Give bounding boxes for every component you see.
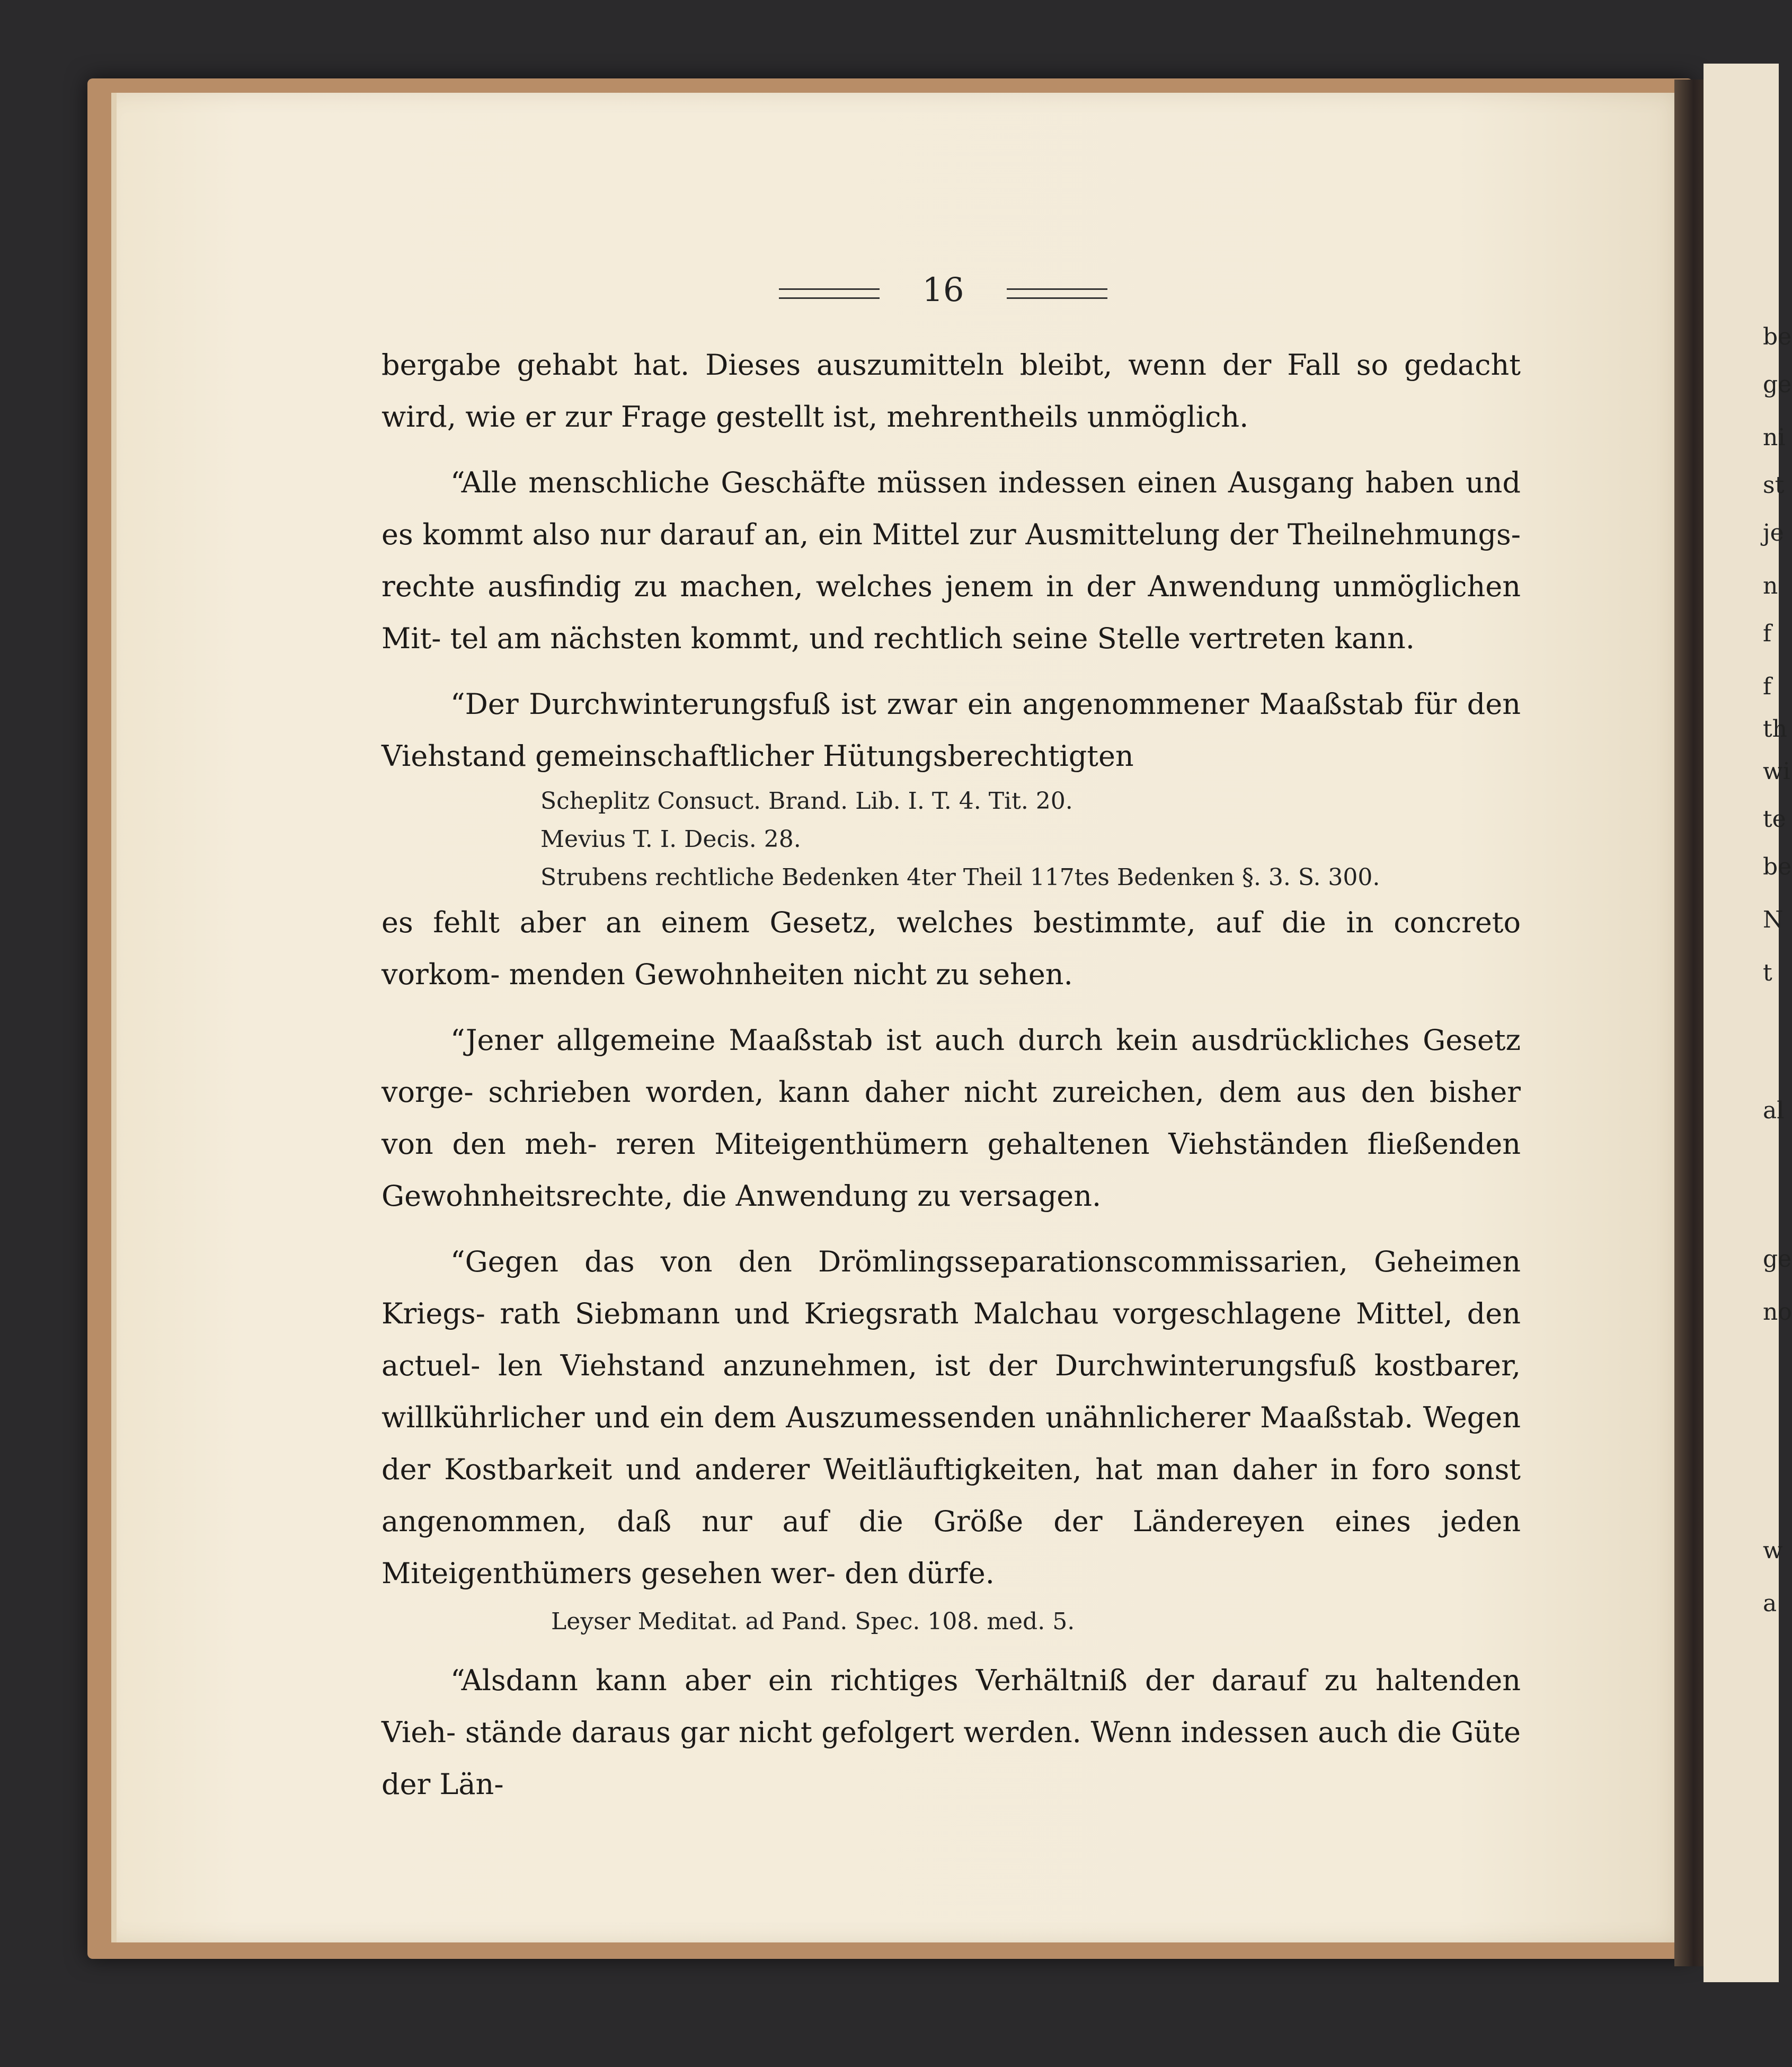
next-page-fragment: ge [1763, 1246, 1792, 1273]
next-page-edge [1704, 64, 1792, 1982]
paragraph-3-continued: es fehlt aber an einem Gesetz, welches bestimmte, auf die in concreto vorkom- menden Gewohnheiten nicht zu sehen. [382, 906, 1521, 991]
next-page-fragment: th [1763, 716, 1788, 743]
next-page-fragment: w [1763, 1537, 1783, 1564]
paragraph-3: “Der Durchwinterungsfuß ist zwar ein angenommener Maaßstab für den Viehstand gemeinschaftlicher Hütungsberechtigten [382, 687, 1521, 773]
next-page-fragment: f [1763, 673, 1772, 700]
header-rule-right [1007, 288, 1107, 299]
page-number: 16 [922, 270, 964, 309]
paragraph-4: “Jener allgemeine Maaßstab ist auch durch kein ausdrückliches Gesetz vorge- schrieben worden, kann daher nicht zureichen, dem aus den bisher von den meh- reren Miteigenthümern gehaltenen Viehständen fließenden Gewohnheitsrechte, die Anwendung zu versagen. [382, 1023, 1521, 1213]
next-page-fragment: je [1763, 519, 1784, 546]
next-page-fragment: no [1763, 1298, 1792, 1326]
next-page-fragment: be [1763, 323, 1792, 350]
next-page-fragment: N [1763, 906, 1784, 933]
page-header [779, 270, 1107, 313]
paragraph-6: “Alsdann kann aber ein richtiges Verhältniß der darauf zu haltenden Vieh- stände daraus gar nicht gefolgert werden. Wenn indessen auch die Güte der Län- [382, 1664, 1521, 1801]
paragraph-1: bergabe gehabt hat. Dieses auszumitteln bleibt, wenn der Fall so gedacht wird, wie er zur Frage gestellt ist, mehrentheils unmöglich. [382, 348, 1521, 434]
next-page-fragment: t [1763, 959, 1772, 986]
book-gutter [1674, 80, 1706, 1966]
paragraph-5: “Gegen das von den Drömlingsseparationscommissarien, Geheimen Kriegs- rath Siebmann und Kriegsrath Malchau vorgeschlagene Mittel, den actuel- len Viehstand anzunehmen, ist der Durchwinterungsfuß kostbarer, willkührlicher und ein dem Auszumessenden unähnlicherer Maaßstab. Wegen der Kostbarkeit und anderer Weitläuftigkeiten, hat man daher in foro sonst angenommen, daß nur auf die Größe der Ländereyen eines jeden Miteigenthümers gesehen wer- den dürfe. [382, 1245, 1521, 1590]
next-page-fragment: te [1763, 806, 1786, 833]
page-body [382, 339, 1521, 1810]
next-page-fragment: a [1763, 1590, 1777, 1617]
next-page-fragment: st [1763, 472, 1785, 499]
next-page-fragment: f [1763, 620, 1772, 647]
next-page-fragment: wi [1763, 758, 1790, 785]
next-page-fragment: ni [1763, 424, 1786, 451]
next-page-fragment: ge [1763, 371, 1792, 398]
reference-mevius: Mevius T. I. Decis. 28. [540, 826, 801, 853]
next-page-fragment: n [1763, 572, 1778, 599]
reference-strubens: Strubens rechtliche Bedenken 4ter Theil 117tes Bedenken §. 3. S. 300. [540, 864, 1380, 891]
next-page-fragment: be [1763, 853, 1792, 880]
paragraph-2: “Alle menschliche Geschäfte müssen indessen einen Ausgang haben und es kommt also nur darauf an, ein Mittel zur Ausmittelung der Theilnehmungs- rechte ausfindig zu machen, welches jenem in der Anwendung unmöglichen Mit- tel am nächsten kommt, und rechtlich seine Stelle vertreten kann. [382, 466, 1521, 655]
reference-leyser: Leyser Meditat. ad Pand. Spec. 108. med. 5. [551, 1608, 1075, 1635]
next-page-fragment: al [1763, 1097, 1785, 1124]
reference-scheplitz: Scheplitz Consuct. Brand. Lib. I. T. 4. Tit. 20. [540, 788, 1073, 815]
